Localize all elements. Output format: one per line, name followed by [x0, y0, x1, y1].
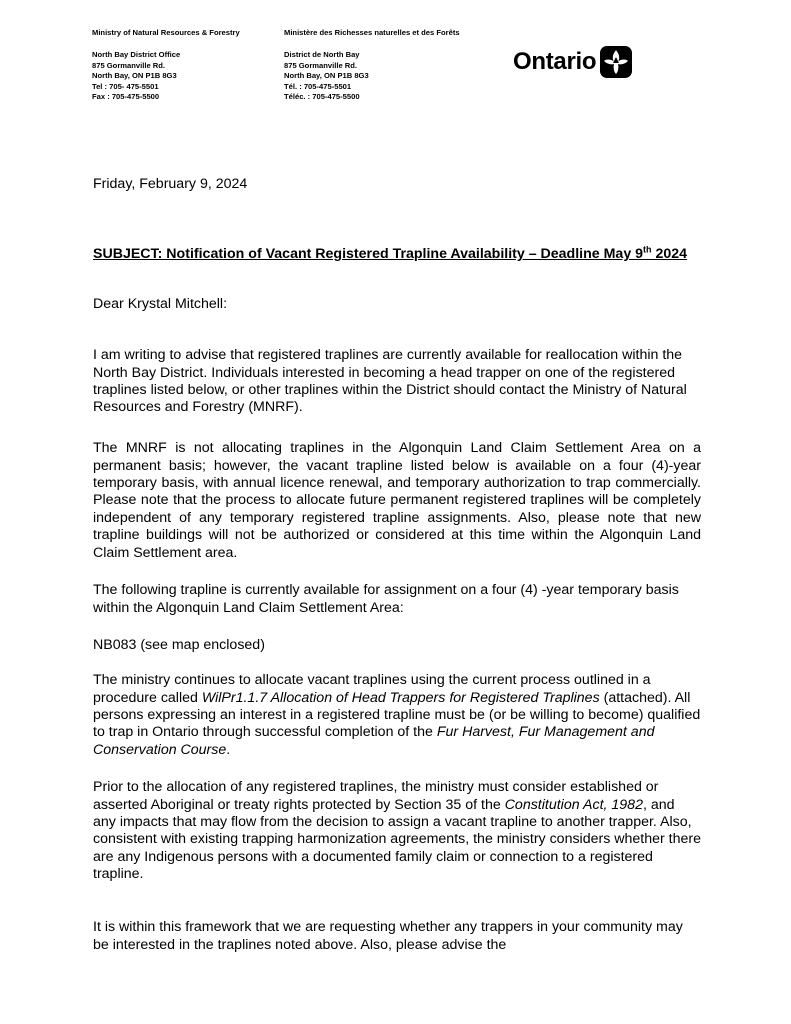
- act-title: Constitution Act, 1982: [504, 796, 643, 813]
- p6-text-c: , and any impacts that may flow from the decision to assign a vacant trapline to another trapper. Also, consistent with existing trapping harmonization agreements, the ministry considers whether there are any Indigenous persons with a documented family claim or connection to a registered trapline.: [93, 796, 701, 883]
- subject-ordinal: th: [643, 244, 652, 255]
- ministry-name-fr: Ministère des Richesses naturelles et des Forêts: [284, 28, 460, 37]
- ontario-wordmark: Ontario: [513, 48, 597, 75]
- procedure-title: WilPr1.1.7 Allocation of Head Trappers for Registered Traplines: [201, 689, 600, 706]
- course-title: Fur Harvest, Fur Management and Conservation Course: [93, 724, 655, 758]
- street-fr: 875 Gormanville Rd.: [284, 60, 358, 70]
- ministry-name-en: Ministry of Natural Resources & Forestry: [92, 28, 240, 37]
- tel-en: Tel : 705- 475-5501: [92, 81, 159, 91]
- office-name-en: North Bay District Office: [92, 50, 181, 59]
- ontario-logo: [513, 44, 632, 80]
- letterhead-address-en: [92, 50, 180, 103]
- letter-subject: [93, 246, 701, 263]
- office-name-fr: District de North Bay: [284, 50, 360, 59]
- paragraph-5: [93, 672, 701, 759]
- letterhead-address-fr: [284, 50, 369, 103]
- letter-date: Friday, February 9, 2024: [93, 176, 248, 192]
- fax-fr: Téléc. : 705-475-5500: [284, 92, 360, 101]
- tel-fr: Tél. : 705-475-5501: [284, 81, 352, 91]
- p5-text-e: .: [226, 741, 231, 758]
- p5-text-c: (attached). All persons expressing an interest in a registered trapline must be (or be willing to become) qualified to trap in Ontario through successful completion of the: [93, 689, 701, 741]
- paragraph-3: The following trapline is currently available for assignment on a four (4) -year temporary basis within the Algonquin Land Claim Settlement Area:: [93, 582, 679, 616]
- letterhead-ministry-en: [92, 28, 240, 39]
- subject-text: SUBJECT: Notification of Vacant Registered Trapline Availability – Deadline May 9: [93, 246, 644, 262]
- p5-text-a: The ministry continues to allocate vacant traplines using the current process outlined in a procedure called: [93, 672, 651, 706]
- paragraph-7: It is within this framework that we are requesting whether any trappers in your community may be interested in the traplines noted above. Also, please advise the: [93, 919, 683, 953]
- salutation: Dear Krystal Mitchell:: [93, 296, 228, 312]
- p6-text-a: Prior to the allocation of any registered traplines, the ministry must consider established or asserted Aboriginal or treaty rights protected by Section 35 of the: [93, 779, 659, 813]
- city-fr: North Bay, ON P1B 8G3: [284, 71, 369, 80]
- trapline-id: NB083 (see map enclosed): [93, 637, 265, 654]
- paragraph-2: The MNRF is not allocating traplines in the Algonquin Land Claim Settlement Area on a permanent basis; however, the vacant trapline listed below is available on a four (4)-year temporary basis, with annual licence renewal, and temporary authorization to trap commercially. Please note that the process to allocate future permanent registered traplines will be completely independent of any temporary registered trapline assignments. Also, please note that new trapline buildings will not be authorized or considered at this time within the Algonquin Land Claim Settlement area.: [93, 440, 701, 561]
- ontario-trillium-icon: [600, 46, 632, 78]
- paragraph-6: [93, 779, 701, 883]
- paragraph-1: I am writing to advise that registered traplines are currently available for reallocation within the North Bay District. Individuals interested in becoming a head trapper on one of the registered traplines listed below, or other traplines within the District should contact the Ministry of Natural Resources and Forestry (MNRF).: [93, 347, 687, 416]
- subject-year: 2024: [651, 246, 688, 262]
- city-en: North Bay, ON P1B 8G3: [92, 71, 177, 80]
- street-en: 875 Gormanville Rd.: [92, 60, 166, 70]
- letterhead-ministry-fr: [284, 28, 460, 39]
- fax-en: Fax : 705-475-5500: [92, 92, 160, 101]
